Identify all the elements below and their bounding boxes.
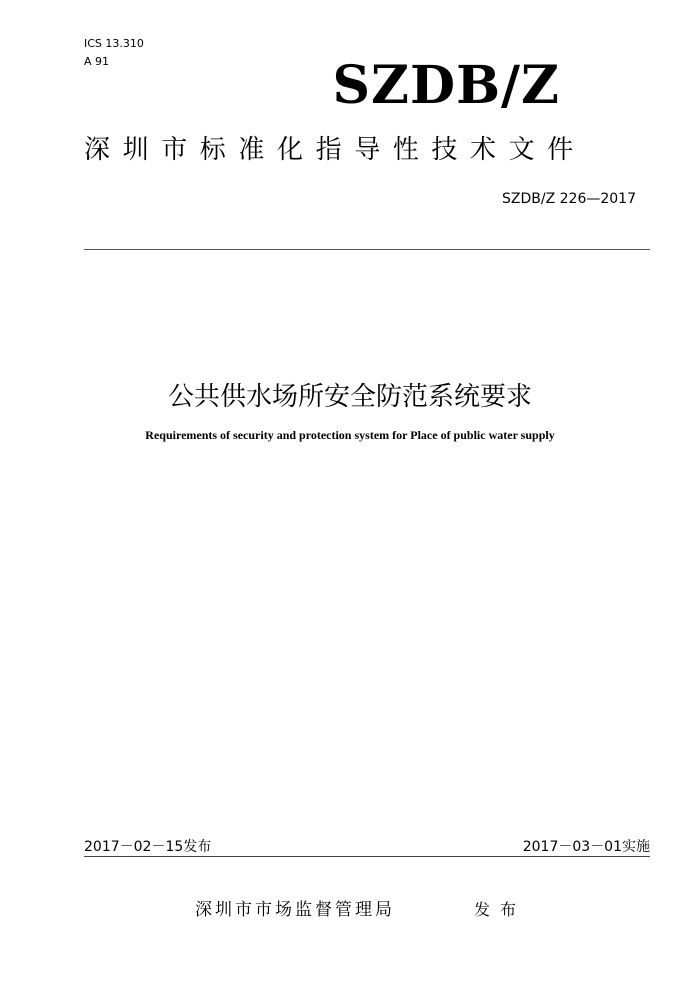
- date-row: [84, 838, 650, 856]
- brand-mark: SZDB/Z: [332, 55, 560, 116]
- issue-label: 发布: [474, 900, 527, 919]
- classification-block: [84, 36, 144, 72]
- ics-code: ICS 13.310: [84, 37, 144, 50]
- top-divider: [84, 249, 650, 250]
- implement-date: 2017－03－01实施: [522, 839, 650, 855]
- document-code: SZDB/Z 226—2017: [502, 191, 636, 207]
- publish-date: 2017－02－15发布: [84, 839, 212, 855]
- title-chinese: 公共供水场所安全防范系统要求: [167, 382, 532, 412]
- bottom-divider: [84, 856, 650, 857]
- issuing-authority: 深圳市市场监督管理局: [195, 900, 395, 920]
- document-type: 深圳市标准化指导性技术文件: [84, 135, 586, 165]
- category-code: A 91: [84, 55, 110, 68]
- title-english: Requirements of security and protection system for Place of public water supply: [145, 428, 555, 442]
